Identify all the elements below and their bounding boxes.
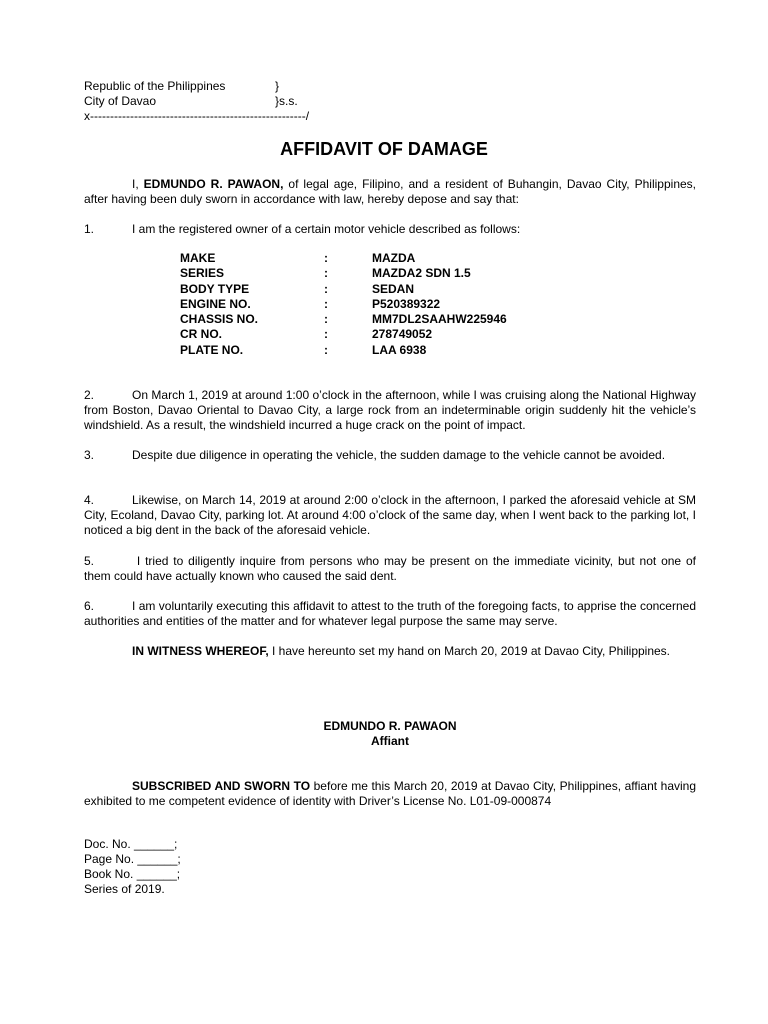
- jurat-text: before me this March 20, 2019 at Davao City, Philippines, affiant having exhibited to me competent evidence of identity with Driver’s License No. L01-09-000874: [84, 779, 697, 808]
- jurat-paragraph: [84, 779, 696, 809]
- paragraph-2: [84, 388, 696, 433]
- vehicle-key: BODY TYPE: [180, 281, 250, 296]
- vehicle-key: CR NO.: [180, 327, 222, 342]
- vehicle-value: MM7DL2SAAHW225946: [372, 312, 507, 327]
- paragraph-text: Despite due diligence in operating the vehicle, the sudden damage to the vehicle cannot be avoided.: [132, 448, 666, 462]
- venue-rule: x------------------------------------------------------/: [84, 109, 310, 123]
- vehicle-value: LAA 6938: [372, 342, 427, 357]
- vehicle-colon: :: [324, 327, 328, 342]
- vehicle-colon: :: [324, 312, 328, 327]
- vehicle-value: MAZDA2 SDN 1.5: [372, 266, 471, 281]
- book-no: Book No. ______;: [84, 867, 181, 881]
- paragraph-number: 1.: [84, 222, 95, 236]
- paragraph-text: On March 1, 2019 at around 1:00 o’clock in the afternoon, while I was cruising along the National Highway from Boston, Davao Oriental to Davao City, a large rock from an indeterminable origin suddenly hit the vehicle’s windshield. As a result, the windshield incurred a huge crack on the point of impact.: [84, 388, 696, 432]
- paragraph-1: [84, 222, 696, 237]
- intro-pre: I,: [132, 177, 144, 191]
- vehicle-value: 278749052: [372, 327, 433, 342]
- witness-paragraph: [84, 644, 696, 659]
- intro-text: of legal age, Filipino, and a resident of Buhangin, Davao City, Philippines, after having been duly sworn in accordance with law, hereby depose and say that:: [84, 177, 696, 206]
- paragraph-number: 4.: [84, 493, 95, 507]
- vehicle-value: P520389322: [372, 296, 441, 311]
- paragraph-text: I tried to diligently inquire from persons who may be present on the immediate vicinity, but not one of them could have actually known who caused the said dent.: [84, 554, 696, 583]
- paragraph-number: 2.: [84, 388, 95, 402]
- venue-bracket: }: [275, 79, 280, 93]
- vehicle-colon: :: [324, 266, 328, 281]
- vehicle-value: MAZDA: [372, 251, 416, 265]
- notary-block: [84, 837, 181, 897]
- doc-no: Doc. No. ______;: [84, 837, 178, 851]
- paragraph-text: I am the registered owner of a certain motor vehicle described as follows:: [132, 222, 521, 236]
- affiant-name: EDMUNDO R. PAWAON: [323, 719, 457, 733]
- paragraph-number: 5.: [84, 554, 95, 568]
- series-year: Series of 2019.: [84, 882, 165, 896]
- vehicle-key: PLATE NO.: [180, 342, 244, 357]
- affiant-role: Affiant: [371, 734, 409, 748]
- jurat-heading: SUBSCRIBED AND SWORN TO: [132, 779, 311, 793]
- venue-block: [84, 79, 309, 124]
- vehicle-key: MAKE: [180, 251, 216, 265]
- witness-text: I have hereunto set my hand on March 20, 2019 at Davao City, Philippines.: [268, 644, 671, 658]
- vehicle-colon: :: [324, 281, 328, 296]
- document-title: AFFIDAVIT OF DAMAGE: [280, 139, 488, 159]
- paragraph-5: [84, 554, 696, 584]
- witness-heading: IN WITNESS WHEREOF,: [132, 644, 269, 658]
- vehicle-value: SEDAN: [372, 281, 415, 296]
- venue-country: Republic of the Philippines: [84, 79, 226, 93]
- venue-city: City of Davao: [84, 94, 157, 108]
- intro-paragraph: [84, 177, 696, 207]
- affiant-name-inline: EDMUNDO R. PAWAON,: [143, 177, 284, 191]
- paragraph-4: [84, 493, 696, 538]
- vehicle-key: ENGINE NO.: [180, 296, 251, 311]
- paragraph-text: Likewise, on March 14, 2019 at around 2:00 o’clock in the afternoon, I parked the aforesaid vehicle at SM City, Ecoland, Davao City, parking lot. At around 4:00 o’clock of the same day, when I went back to the parking lot, I noticed a big dent in the back of the aforesaid vehicle.: [84, 493, 696, 537]
- paragraph-text: I am voluntarily executing this affidavit to attest to the truth of the foregoing facts, to apprise the concerned authorities and entities of the matter and for whatever legal purpose the same may serve.: [84, 599, 696, 628]
- venue-ss: }s.s.: [275, 94, 298, 108]
- paragraph-number: 6.: [84, 599, 95, 613]
- vehicle-colon: :: [324, 251, 328, 265]
- page-no: Page No. ______;: [84, 852, 181, 866]
- paragraph-3: [84, 448, 696, 463]
- affiant-signature-block: [0, 719, 768, 749]
- vehicle-colon: :: [324, 296, 328, 311]
- vehicle-colon: :: [324, 342, 328, 357]
- paragraph-6: [84, 599, 696, 629]
- paragraph-number: 3.: [84, 448, 95, 462]
- vehicle-key: CHASSIS NO.: [180, 312, 259, 327]
- vehicle-key: SERIES: [180, 266, 225, 281]
